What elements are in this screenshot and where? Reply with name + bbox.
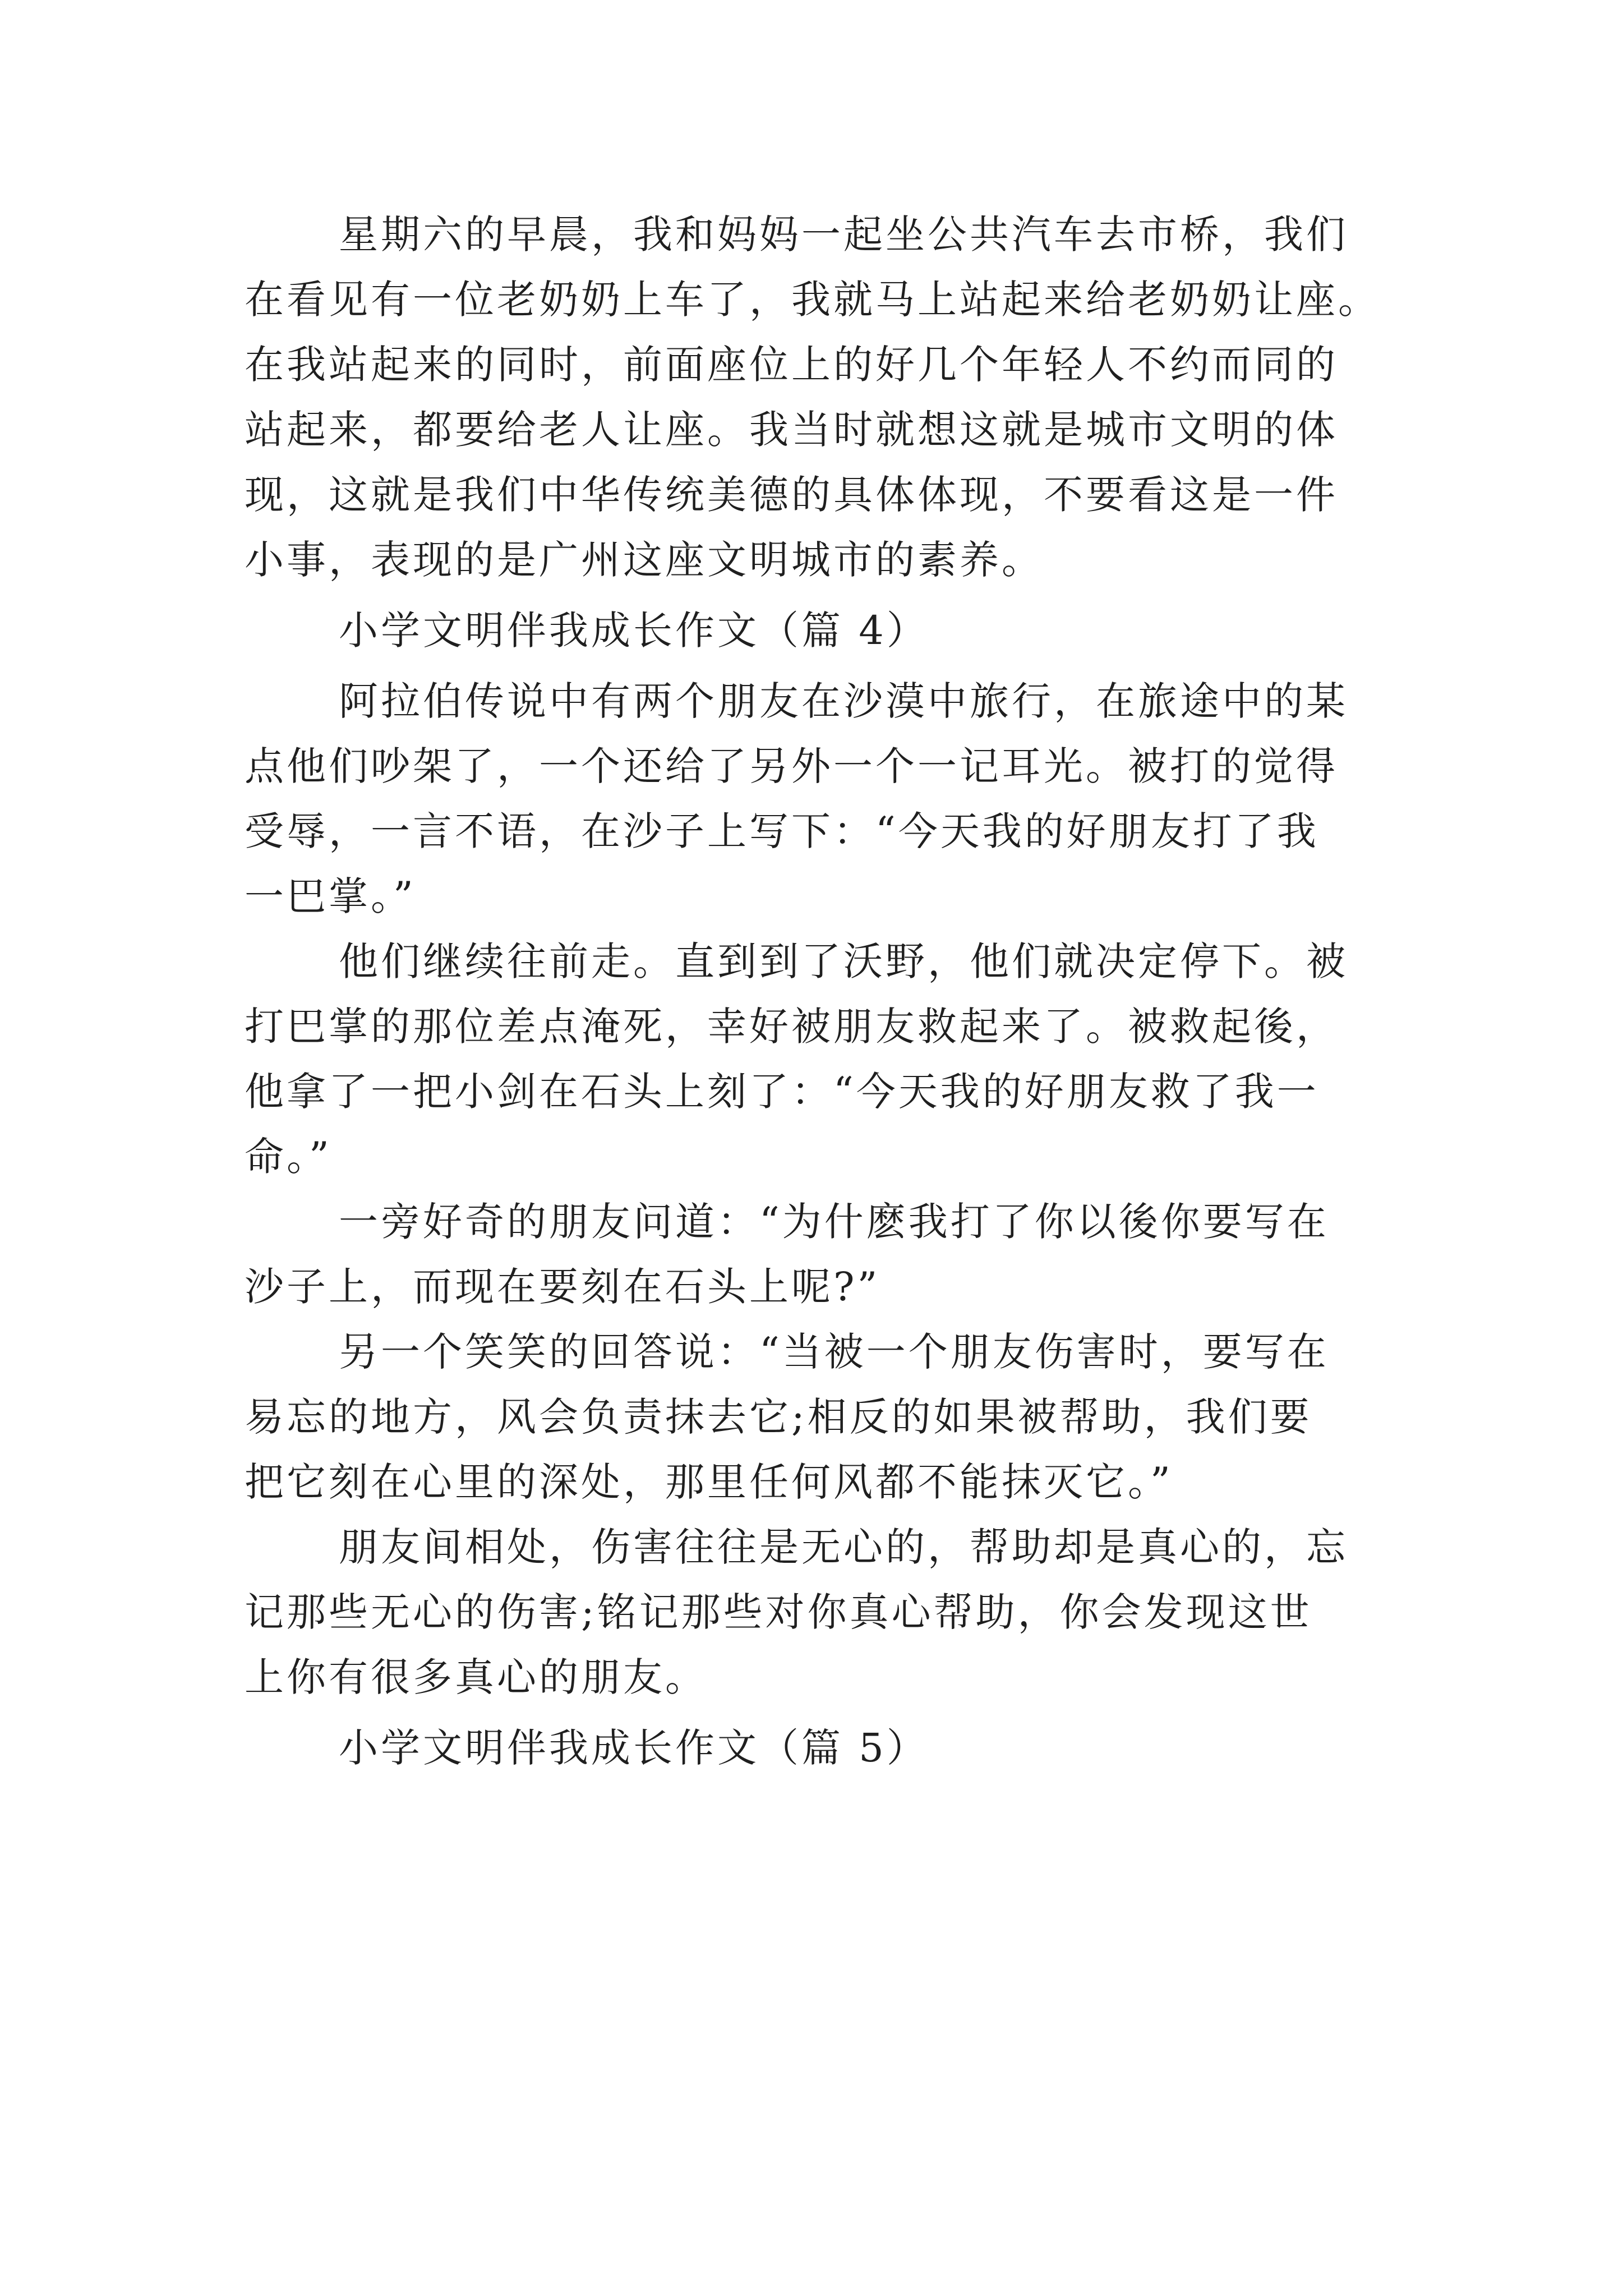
text-line: 小事，表现的是广州这座文明城市的素养。 [245, 537, 1044, 583]
text-line: 易忘的地方，风会负责抹去它;相反的如果被帮助，我们要 [245, 1394, 1312, 1440]
paragraph [245, 929, 1389, 1189]
paragraph [245, 669, 1389, 929]
section-heading: 小学文明伴我成长作文（篇 4） [339, 608, 929, 654]
text-line: 阿拉伯传说中有两个朋友在沙漠中旅行，在旅途中的某 [339, 678, 1348, 724]
text-line: 一旁好奇的朋友问道：“为什麽我打了你以後你要写在 [339, 1199, 1329, 1245]
text-line: 一巴掌。” [245, 873, 416, 919]
text-line: 命。” [245, 1134, 332, 1180]
text-line: 朋友间相处，伤害往往是无心的，帮助却是真心的，忘 [339, 1524, 1348, 1570]
text-line: 另一个笑笑的回答说：“当被一个朋友伤害时，要写在 [339, 1329, 1329, 1375]
paragraph [245, 1319, 1389, 1515]
paragraph [245, 1515, 1389, 1710]
paragraph [245, 202, 1389, 592]
text-line: 星期六的早晨，我和妈妈一起坐公共汽车去市桥，我们 [339, 211, 1348, 257]
text-line: 打巴掌的那位差点淹死，幸好被朋友救起来了。被救起後， [245, 1004, 1338, 1050]
text-line: 点他们吵架了，一个还给了另外一个一记耳光。被打的觉得 [245, 743, 1338, 789]
text-line: 在看见有一位老奶奶上车了，我就马上站起来给老奶奶让座。 [245, 277, 1380, 323]
text-line: 站起来，都要给老人让座。我当时就想这就是城市文明的体 [245, 407, 1338, 453]
text-line: 他们继续往前走。直到到了沃野，他们就决定停下。被 [339, 938, 1348, 984]
text-line: 在我站起来的同时，前面座位上的好几个年轻人不约而同的 [245, 342, 1338, 388]
text-line: 他拿了一把小剑在石头上刻了：“今天我的好朋友救了我一 [245, 1069, 1319, 1115]
text-line: 沙子上，而现在要刻在石头上呢?” [245, 1264, 880, 1310]
paragraph [245, 1189, 1389, 1319]
text-line: 上你有很多真心的朋友。 [245, 1654, 707, 1700]
text-line: 受辱，一言不语，在沙子上写下：“今天我的好朋友打了我 [245, 808, 1319, 854]
text-line: 现，这就是我们中华传统美德的具体体现，不要看这是一件 [245, 472, 1338, 518]
text-line: 把它刻在心里的深处，那里任何风都不能抹灭它。” [245, 1459, 1173, 1505]
section-heading: 小学文明伴我成长作文（篇 5） [339, 1725, 929, 1771]
document-body [245, 202, 1389, 1786]
text-line: 记那些无心的伤害;铭记那些对你真心帮助，你会发现这世 [245, 1589, 1312, 1635]
